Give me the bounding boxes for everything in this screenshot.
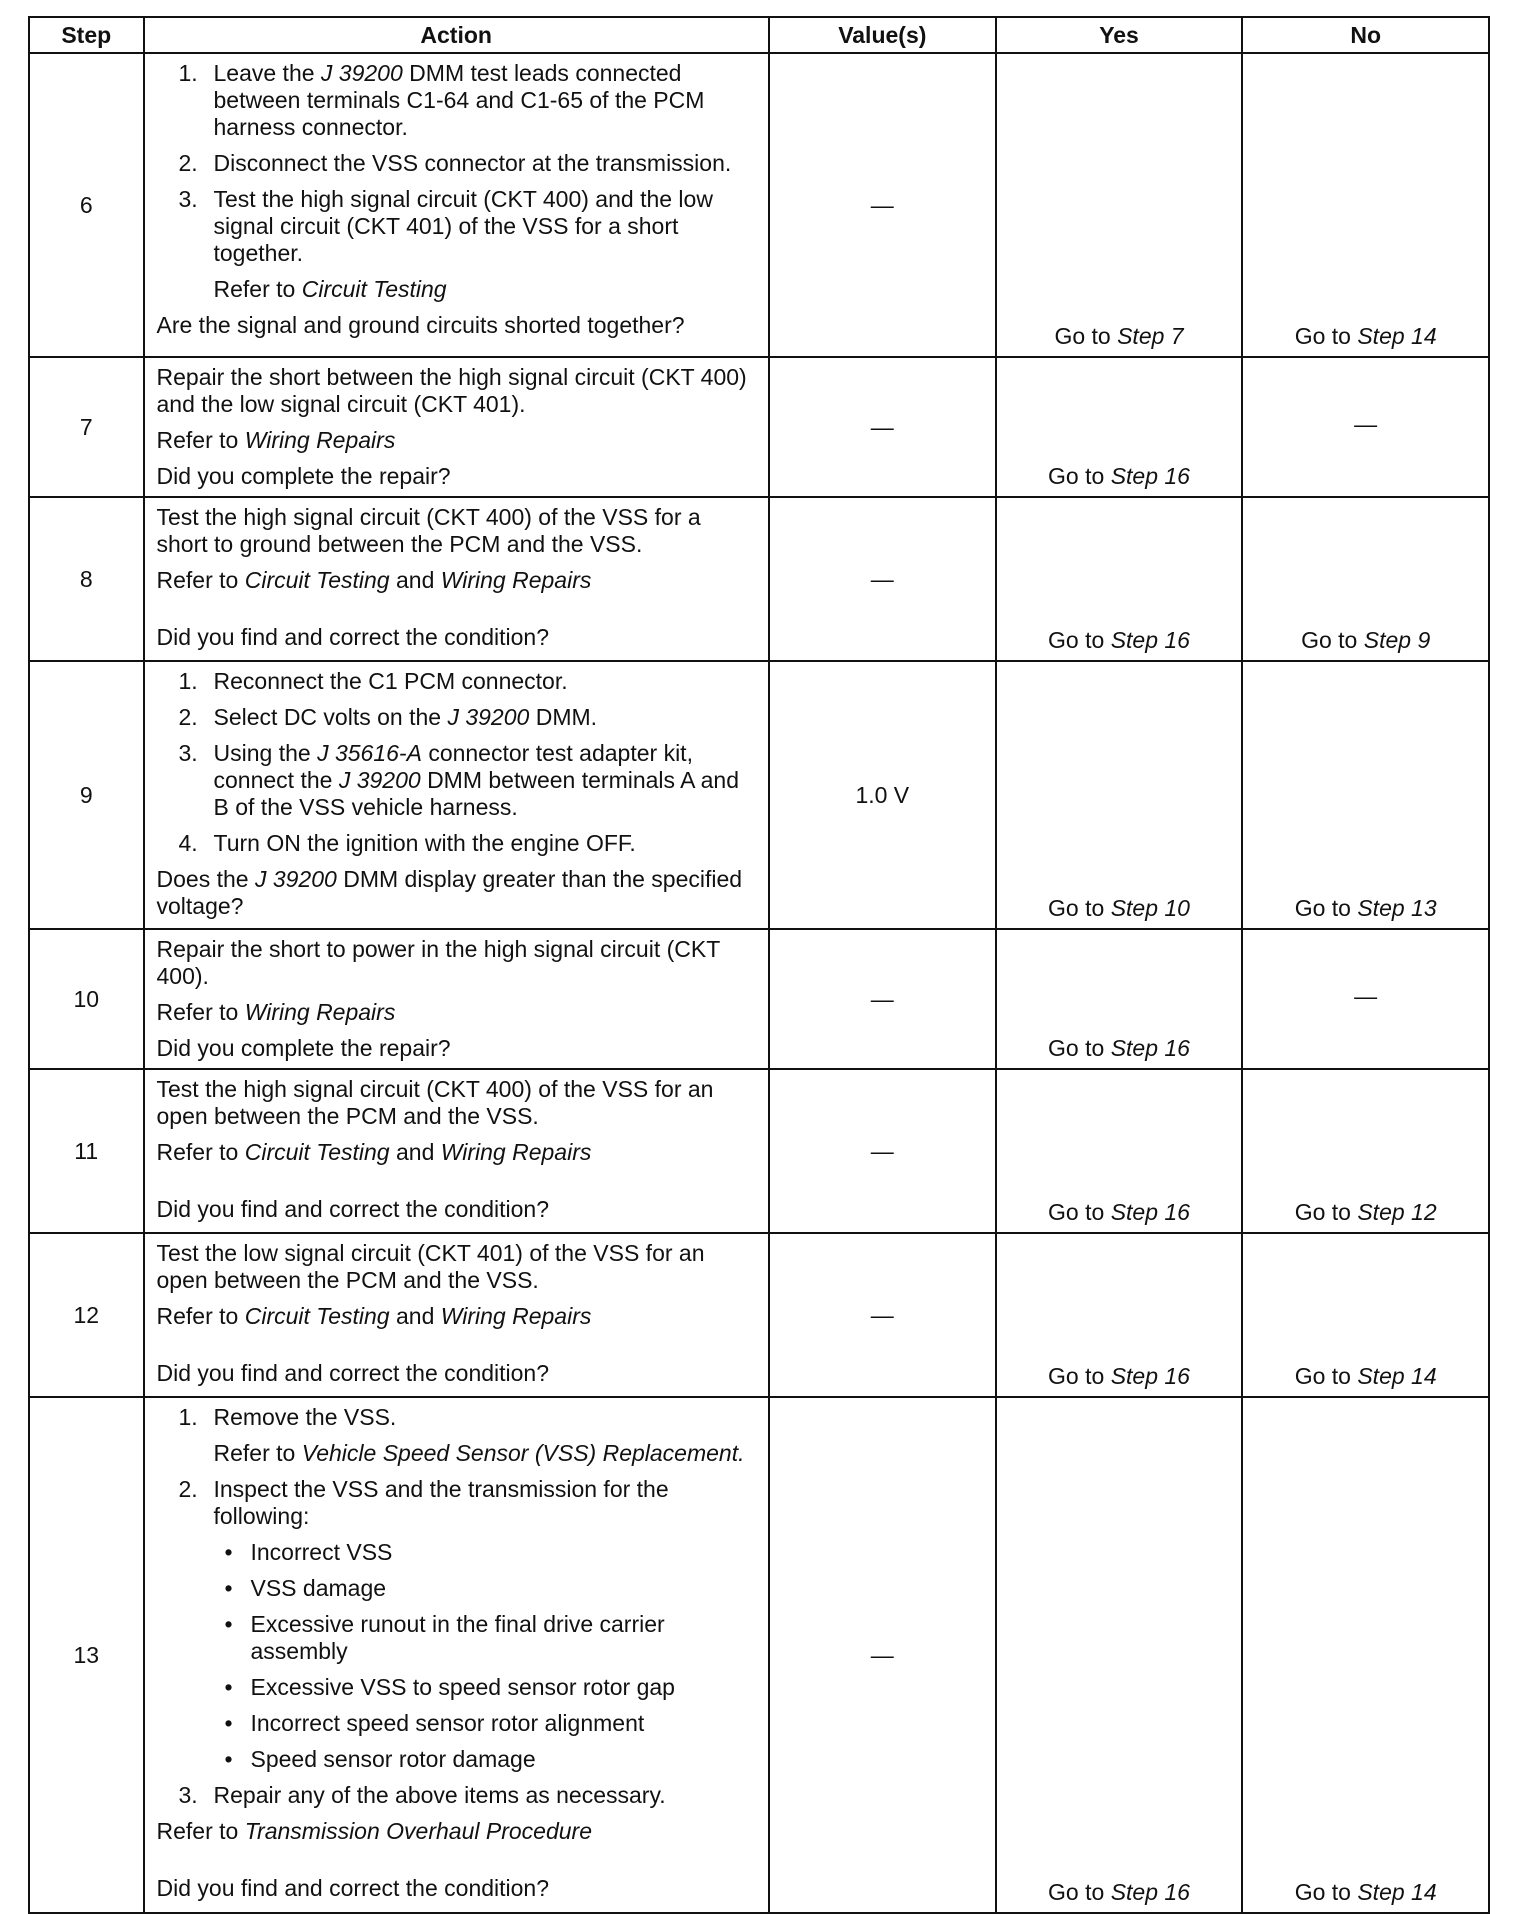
table-row bbox=[29, 357, 1489, 497]
reference-line: Refer to Transmission Overhaul Procedure bbox=[156, 1818, 592, 1844]
reference-line: Refer to Vehicle Speed Sensor (VSS) Replacement. bbox=[213, 1440, 745, 1466]
step-action: Test the low signal circuit (CKT 401) of the VSS for an open between the PCM and the VSS. Refer to Circuit Testing and Wiring Repairs Did you find and correct the condition? bbox=[144, 1233, 769, 1397]
list-item: 2. Disconnect the VSS connector at the transmission. bbox=[178, 150, 732, 176]
list-item: 3. Repair any of the above items as necessary. bbox=[178, 1782, 666, 1808]
header-no: No bbox=[1242, 17, 1489, 53]
table-row bbox=[29, 1069, 1489, 1233]
bullet-item: • Incorrect speed sensor rotor alignment bbox=[224, 1710, 645, 1736]
reference-line: Refer to Wiring Repairs bbox=[156, 427, 396, 453]
no-cell: Go to Step 14 bbox=[1242, 1233, 1489, 1397]
step-link[interactable]: Step 12 bbox=[1357, 1199, 1437, 1225]
value-cell: — bbox=[769, 929, 996, 1069]
doc-link[interactable]: Wiring Repairs bbox=[244, 999, 396, 1025]
table-row bbox=[29, 929, 1489, 1069]
step-number: 6 bbox=[29, 53, 144, 357]
yes-cell: Go to Step 10 bbox=[996, 661, 1243, 929]
list-item: 1. Remove the VSS. bbox=[178, 1404, 397, 1430]
step-action: Test the high signal circuit (CKT 400) of the VSS for an open between the PCM and the VSS. Refer to Circuit Testing and Wiring Repairs Did you find and correct the condition? bbox=[144, 1069, 769, 1233]
bullet-item: • Excessive runout in the final drive carrier assembly bbox=[224, 1611, 665, 1664]
step-link[interactable]: Step 14 bbox=[1357, 323, 1437, 349]
step-link[interactable]: Step 14 bbox=[1357, 1363, 1437, 1389]
step-link[interactable]: Step 13 bbox=[1357, 895, 1437, 921]
diagnostic-table bbox=[28, 16, 1490, 1914]
list-item: 4. Turn ON the ignition with the engine OFF. bbox=[178, 830, 636, 856]
table-row bbox=[29, 661, 1489, 929]
tool-ref: J 35616-A bbox=[317, 740, 422, 766]
reference-line: Refer to Circuit Testing and Wiring Repairs bbox=[156, 1303, 592, 1329]
tool-ref: J 39200 bbox=[338, 767, 421, 793]
table-row bbox=[29, 497, 1489, 661]
list-item: 2. Select DC volts on the J 39200 DMM. bbox=[178, 704, 598, 730]
doc-link[interactable]: Wiring Repairs bbox=[440, 1303, 592, 1329]
yes-cell: Go to Step 16 bbox=[996, 357, 1243, 497]
doc-link[interactable]: Circuit Testing bbox=[244, 567, 390, 593]
tool-ref: J 39200 bbox=[254, 866, 337, 892]
no-cell: Go to Step 14 bbox=[1242, 1397, 1489, 1913]
tool-ref: J 39200 bbox=[447, 704, 530, 730]
step-action: Repair the short to power in the high signal circuit (CKT 400). Refer to Wiring Repairs Did you complete the repair? bbox=[144, 929, 769, 1069]
step-number: 10 bbox=[29, 929, 144, 1069]
step-link[interactable]: Step 16 bbox=[1110, 1879, 1190, 1905]
step-number: 13 bbox=[29, 1397, 144, 1913]
doc-link[interactable]: Circuit Testing bbox=[244, 1303, 390, 1329]
value-cell: — bbox=[769, 357, 996, 497]
yes-cell: Go to Step 7 bbox=[996, 53, 1243, 357]
yes-cell: Go to Step 16 bbox=[996, 1069, 1243, 1233]
bullet-item: • Incorrect VSS bbox=[224, 1539, 393, 1565]
step-action bbox=[144, 1397, 769, 1913]
yes-cell: Go to Step 16 bbox=[996, 1233, 1243, 1397]
step-number: 8 bbox=[29, 497, 144, 661]
step-question: Did you complete the repair? bbox=[156, 1035, 451, 1061]
step-link[interactable]: Step 16 bbox=[1110, 1035, 1190, 1061]
step-question: Are the signal and ground circuits shorted together? bbox=[156, 312, 685, 338]
step-question: Did you complete the repair? bbox=[156, 463, 451, 489]
yes-cell: Go to Step 16 bbox=[996, 497, 1243, 661]
doc-link[interactable]: Wiring Repairs bbox=[244, 427, 396, 453]
step-number: 11 bbox=[29, 1069, 144, 1233]
doc-link[interactable]: Vehicle Speed Sensor (VSS) Replacement. bbox=[301, 1440, 745, 1466]
header-action: Action bbox=[144, 17, 769, 53]
step-link[interactable]: Step 16 bbox=[1110, 627, 1190, 653]
table-row bbox=[29, 1233, 1489, 1397]
list-item: 3. Test the high signal circuit (CKT 400) and the low signal circuit (CKT 401) of the VSS for a short together. bbox=[178, 186, 713, 266]
step-question: Does the J 39200 DMM display greater than the specified voltage? bbox=[156, 866, 743, 919]
header-step: Step bbox=[29, 17, 144, 53]
header-row bbox=[29, 17, 1489, 53]
value-cell: — bbox=[769, 1233, 996, 1397]
yes-cell: Go to Step 16 bbox=[996, 929, 1243, 1069]
step-question: Did you find and correct the condition? bbox=[156, 1875, 550, 1901]
header-yes: Yes bbox=[996, 17, 1243, 53]
step-question: Did you find and correct the condition? bbox=[156, 624, 550, 650]
step-link[interactable]: Step 16 bbox=[1110, 1363, 1190, 1389]
step-number: 7 bbox=[29, 357, 144, 497]
no-cell: Go to Step 9 bbox=[1242, 497, 1489, 661]
doc-link[interactable]: Wiring Repairs bbox=[440, 1139, 592, 1165]
step-link[interactable]: Step 16 bbox=[1110, 463, 1190, 489]
value-cell: — bbox=[769, 1069, 996, 1233]
reference-line: Refer to Wiring Repairs bbox=[156, 999, 396, 1025]
no-cell: Go to Step 13 bbox=[1242, 661, 1489, 929]
reference-line: Refer to Circuit Testing and Wiring Repairs bbox=[156, 1139, 592, 1165]
step-link[interactable]: Step 14 bbox=[1357, 1879, 1437, 1905]
step-action bbox=[144, 53, 769, 357]
list-item: 2. Inspect the VSS and the transmission for the following: bbox=[178, 1476, 669, 1529]
table-row bbox=[29, 53, 1489, 357]
doc-link[interactable]: Transmission Overhaul Procedure bbox=[244, 1818, 592, 1844]
bullet-item: • Excessive VSS to speed sensor rotor gap bbox=[224, 1674, 675, 1700]
doc-link[interactable]: Wiring Repairs bbox=[440, 567, 592, 593]
value-cell: — bbox=[769, 1397, 996, 1913]
no-cell: Go to Step 14 bbox=[1242, 53, 1489, 357]
step-link[interactable]: Step 7 bbox=[1117, 323, 1184, 349]
table-row bbox=[29, 1397, 1489, 1913]
step-action: Test the high signal circuit (CKT 400) of the VSS for a short to ground between the PCM and the VSS. Refer to Circuit Testing and Wiring Repairs Did you find and correct the condition? bbox=[144, 497, 769, 661]
step-number: 9 bbox=[29, 661, 144, 929]
tool-ref: J 39200 bbox=[320, 60, 403, 86]
step-link[interactable]: Step 16 bbox=[1110, 1199, 1190, 1225]
header-values: Value(s) bbox=[769, 17, 996, 53]
bullet-item: • VSS damage bbox=[224, 1575, 387, 1601]
step-question: Did you find and correct the condition? bbox=[156, 1196, 550, 1222]
reference-line: Refer to Circuit Testing and Wiring Repairs bbox=[156, 567, 592, 593]
step-link[interactable]: Step 9 bbox=[1363, 627, 1431, 653]
list-item: 1. Leave the J 39200 DMM test leads connected between terminals C1-64 and C1-65 of the PCM harness connector. bbox=[178, 60, 705, 140]
doc-link[interactable]: Circuit Testing bbox=[244, 1139, 390, 1165]
step-action: Repair the short between the high signal circuit (CKT 400) and the low signal circuit (CKT 401). Refer to Wiring Repairs Did you complete the repair? bbox=[144, 357, 769, 497]
step-number: 12 bbox=[29, 1233, 144, 1397]
no-cell: — bbox=[1242, 929, 1489, 1069]
no-cell: Go to Step 12 bbox=[1242, 1069, 1489, 1233]
reference-line: Refer to Circuit Testing bbox=[213, 276, 447, 302]
step-question: Did you find and correct the condition? bbox=[156, 1360, 550, 1386]
doc-link[interactable]: Circuit Testing bbox=[301, 276, 447, 302]
value-cell: — bbox=[769, 497, 996, 661]
step-action bbox=[144, 661, 769, 929]
value-cell: 1.0 V bbox=[769, 661, 996, 929]
step-link[interactable]: Step 10 bbox=[1110, 895, 1190, 921]
bullet-item: • Speed sensor rotor damage bbox=[224, 1746, 536, 1772]
value-cell: — bbox=[769, 53, 996, 357]
yes-cell: Go to Step 16 bbox=[996, 1397, 1243, 1913]
no-cell: — bbox=[1242, 357, 1489, 497]
list-item: 1. Reconnect the C1 PCM connector. bbox=[178, 668, 568, 694]
list-item: 3. Using the J 35616-A connector test adapter kit, connect the J 39200 DMM between terminals A and B of the VSS vehicle harness. bbox=[178, 740, 739, 820]
